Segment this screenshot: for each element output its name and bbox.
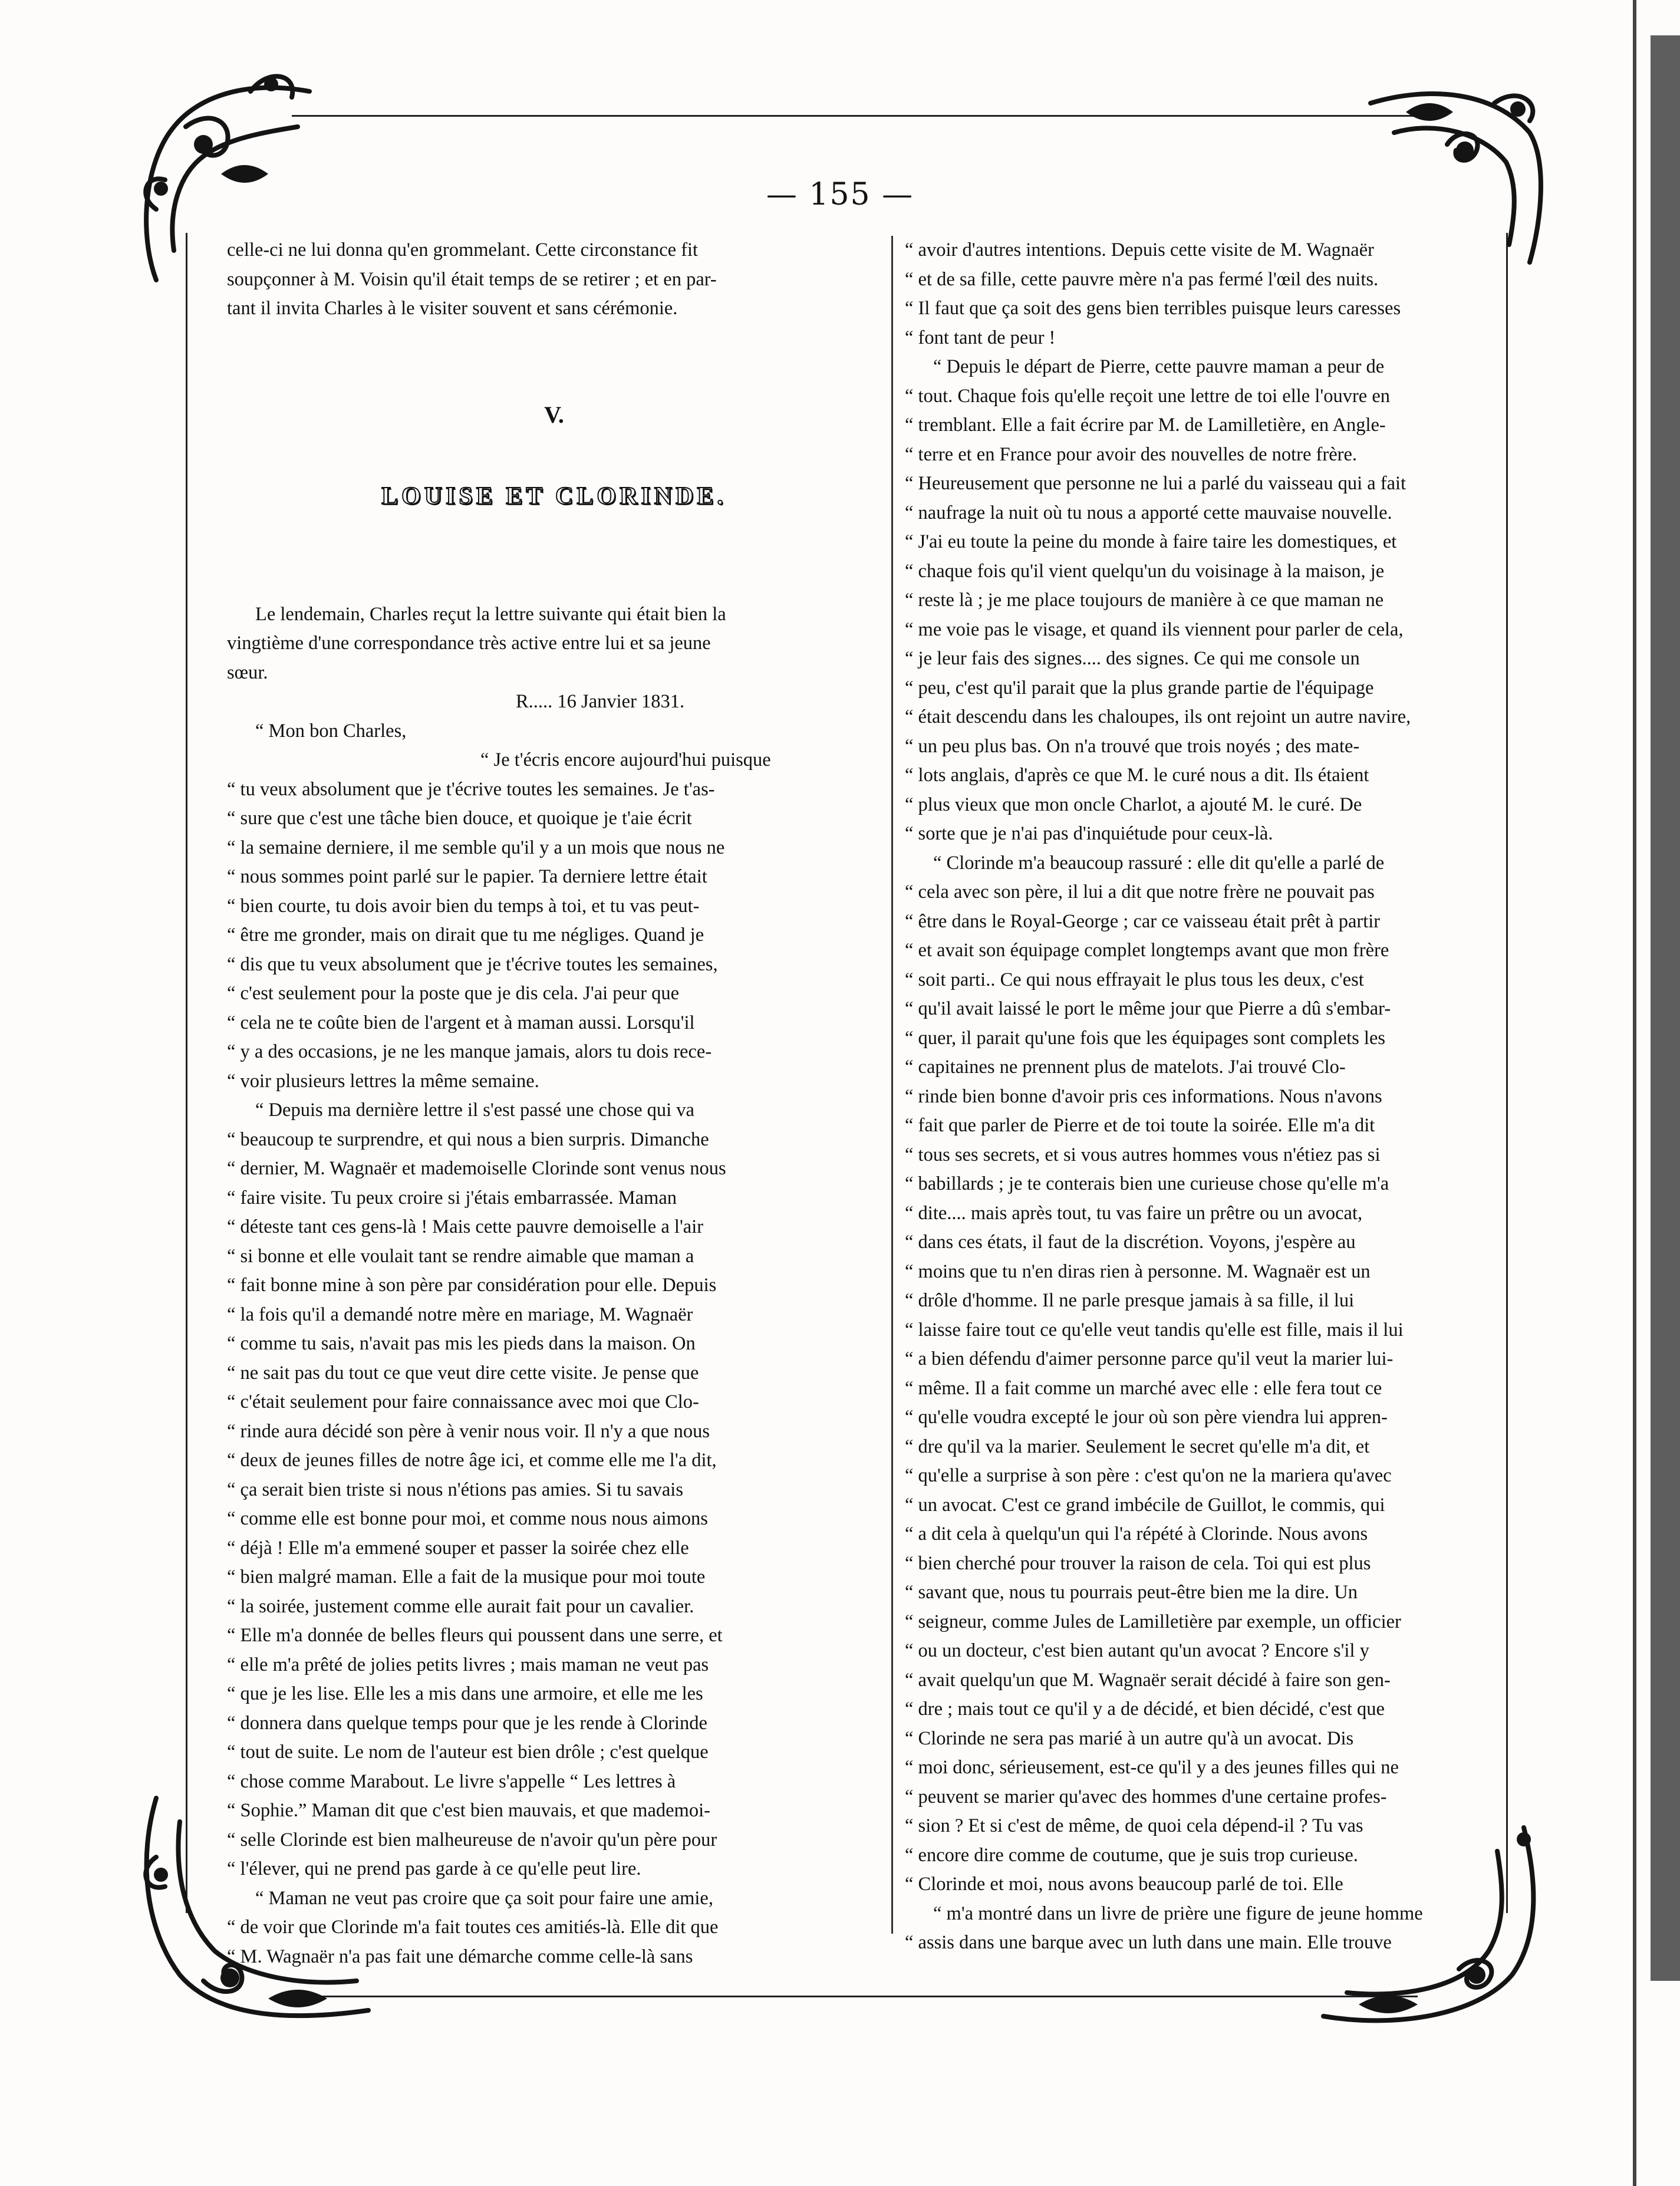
text-line: “ dans ces états, il faut de la discrétion. Voyons, j'espère au — [905, 1232, 1356, 1253]
text-line: “ capitaines ne prennent plus de matelots. J'ai trouvé Clo- — [905, 1056, 1346, 1078]
text-line: sœur. — [227, 661, 268, 683]
text-line: “ ça serait bien triste si nous n'étions pas amies. Si tu savais — [227, 1479, 683, 1500]
text-line: tant il invita Charles à le visiter souvent et sans cérémonie. — [227, 298, 678, 319]
text-line: “ savant que, nous tu pourrais peut-être bien me la dire. Un — [905, 1582, 1358, 1603]
text-line: “ reste là ; je me place toujours de manière à ce que maman ne — [905, 590, 1384, 611]
frame-top-rule — [292, 115, 1418, 117]
text-line: “ dis que tu veux absolument que je t'écrive toutes les semaines, — [227, 953, 718, 975]
page-number: — 155 — — [766, 177, 914, 212]
text-line: Le lendemain, Charles reçut la lettre suivante qui était bien la — [255, 603, 726, 625]
text-line: “ soit parti.. Ce qui nous effrayait le plus tous les deux, c'est — [905, 969, 1364, 990]
text-line: “ chaque fois qu'il vient quelqu'un du voisinage à la maison, je — [905, 560, 1385, 582]
text-line: “ faire visite. Tu peux croire si j'étais embarrassée. Maman — [227, 1187, 677, 1209]
text-line: “ encore dire comme de coutume, que je suis trop curieuse. — [905, 1844, 1358, 1866]
text-line: “ quer, il parait qu'une fois que les équipages sont complets les — [905, 1027, 1386, 1049]
text-line: “ bien cherché pour trouver la raison de cela. Toi qui est plus — [905, 1552, 1371, 1574]
text-line: “ moi donc, sérieusement, est-ce qu'il y a des jeunes filles qui ne — [905, 1757, 1399, 1778]
text-line: “ déjà ! Elle m'a emmené souper et passer la soirée chez elle — [227, 1537, 689, 1559]
text-line: “ Heureusement que personne ne lui a parlé du vaisseau qui a fait — [905, 473, 1406, 494]
text-line: “ moins que tu n'en diras rien à personne. M. Wagnaër est un — [905, 1260, 1371, 1282]
text-line: “ l'élever, qui ne prend pas garde à ce qu'elle peut lire. — [227, 1858, 641, 1879]
text-line: “ donnera dans quelque temps pour que je les rende à Clorinde — [227, 1712, 707, 1734]
text-line: “ Il faut que ça soit des gens bien terribles puisque leurs caresses — [905, 298, 1401, 319]
text-line: “ sure que c'est une tâche bien douce, et quoique je t'aie écrit — [227, 808, 692, 829]
text-line: “ la semaine derniere, il me semble qu'il y a un mois que nous ne — [227, 837, 725, 858]
text-line: “ sorte que je n'ai pas d'inquiétude pour ceux-là. — [905, 823, 1273, 844]
text-line: “ terre et en France pour avoir des nouvelles de notre frère. — [905, 443, 1358, 465]
text-line: “ déteste tant ces gens-là ! Mais cette pauvre demoiselle a l'air — [227, 1216, 704, 1237]
text-line: “ bien courte, tu dois avoir bien du temps à toi, et tu vas peut- — [227, 895, 700, 917]
text-line: “ Maman ne veut pas croire que ça soit pour faire une amie, — [255, 1887, 713, 1909]
text-line: “ et de sa fille, cette pauvre mère n'a pas fermé l'œil des nuits. — [905, 268, 1379, 290]
text-line: “ bien malgré maman. Elle a fait de la musique pour moi toute — [227, 1566, 706, 1588]
text-line: “ assis dans une barque avec un luth dans une main. Elle trouve — [905, 1932, 1392, 1953]
text-line: “ dre ; mais tout ce qu'il y a de décidé, et bien décidé, c'est que — [905, 1698, 1385, 1720]
text-line: “ était descendu dans les chaloupes, ils ont rejoint un autre navire, — [905, 706, 1411, 727]
text-line: “ même. Il a fait comme un marché avec elle : elle fera tout ce — [905, 1377, 1382, 1399]
adjacent-page-bleed — [1651, 35, 1680, 1981]
text-line: “ de voir que Clorinde m'a fait toutes ces amitiés-là. Elle dit que — [227, 1917, 719, 1938]
text-line: “ c'est seulement pour la poste que je dis cela. J'ai peur que — [227, 983, 680, 1004]
chapter-number: V. — [544, 401, 564, 428]
letter-date: R..... 16 Janvier 1831. — [516, 691, 685, 712]
text-line: “ qu'il avait laissé le port le même jour que Pierre a dû s'embar- — [905, 998, 1391, 1019]
text-line: “ c'était seulement pour faire connaissance avec moi que Clo- — [227, 1391, 699, 1413]
text-line: “ plus vieux que mon oncle Charlot, a ajouté M. le curé. De — [905, 794, 1362, 815]
text-line: “ fait bonne mine à son père par considération pour elle. Depuis — [227, 1275, 717, 1296]
text-line: “ deux de jeunes filles de notre âge ici, et comme elle me l'a dit, — [227, 1450, 717, 1471]
text-line: “ peuvent se marier qu'avec des hommes d'une certaine profes- — [905, 1786, 1387, 1808]
text-line: soupçonner à M. Voisin qu'il était temps de se retirer ; et en par- — [227, 268, 717, 290]
column-divider — [891, 236, 893, 1934]
text-line: “ seigneur, comme Jules de Lamilletière par exemple, un officier — [905, 1611, 1401, 1632]
text-line: “ la fois qu'il a demandé notre mère en mariage, M. Wagnaër — [227, 1303, 693, 1325]
text-line: “ drôle d'homme. Il ne parle presque jamais à sa fille, il lui — [905, 1290, 1355, 1311]
adjacent-page-edge — [1633, 0, 1636, 2186]
text-line: celle-ci ne lui donna qu'en grommelant. Cette circonstance fit — [227, 239, 699, 261]
text-line: “ ne sait pas du tout ce que veut dire cette visite. Je pense que — [227, 1362, 699, 1384]
text-line: “ dre qu'il va la marier. Seulement le secret qu'elle m'a dit, et — [905, 1436, 1370, 1457]
text-line: “ m'a montré dans un livre de prière une figure de jeune homme — [933, 1902, 1423, 1924]
text-line: “ elle m'a prêté de jolies petits livres ; mais maman ne veut pas — [227, 1654, 709, 1675]
text-line: “ M. Wagnaër n'a pas fait une démarche comme celle-là sans — [227, 1945, 693, 1967]
text-line: “ chose comme Marabout. Le livre s'appelle “ Les lettres à — [227, 1770, 676, 1792]
text-line: “ la soirée, justement comme elle aurait fait pour un cavalier. — [227, 1595, 694, 1617]
letter-body-right — [905, 236, 1559, 1958]
text-line: “ et avait son équipage complet longtemps avant que mon frère — [905, 940, 1389, 961]
text-line: “ Elle m'a donnée de belles fleurs qui poussent dans une serre, et — [227, 1625, 723, 1646]
text-line: “ voir plusieurs lettres la même semaine. — [227, 1070, 539, 1092]
text-line: “ peu, c'est qu'il parait que la plus grande partie de l'équipage — [905, 677, 1374, 699]
text-line: “ laisse faire tout ce qu'elle veut tandis qu'elle est fille, mais il lui — [905, 1319, 1404, 1341]
text-line: “ dernier, M. Wagnaër et mademoiselle Clorinde sont venus nous — [227, 1158, 726, 1179]
text-line: “ tout. Chaque fois qu'elle reçoit une lettre de toi elle l'ouvre en — [905, 385, 1391, 407]
text-line: “ fait que parler de Pierre et de toi toute la soirée. Elle m'a dit — [905, 1115, 1375, 1136]
right-column — [905, 236, 1559, 1958]
text-line: “ avoir d'autres intentions. Depuis cette visite de M. Wagnaër — [905, 239, 1374, 261]
text-line: “ comme tu sais, n'avait pas mis les pieds dans la maison. On — [227, 1333, 696, 1354]
text-line: “ avait quelqu'un que M. Wagnaër serait décidé à faire son gen- — [905, 1669, 1391, 1691]
text-line: “ rinde bien bonne d'avoir pris ces informations. Nous n'avons — [905, 1085, 1382, 1107]
text-line: “ J'ai eu toute la peine du monde à faire taire les domestiques, et — [905, 531, 1397, 552]
text-line: “ un peu plus bas. On n'a trouvé que trois noyés ; des mate- — [905, 735, 1360, 757]
text-line: “ dite.... mais après tout, tu vas faire un prêtre ou un avocat, — [905, 1202, 1363, 1224]
text-line: “ comme elle est bonne pour moi, et comme nous nous aimons — [227, 1508, 708, 1529]
text-line: “ tous ses secrets, et si vous autres hommes vous n'étiez pas si — [905, 1144, 1381, 1166]
intro-paragraph — [227, 600, 881, 688]
text-line: “ qu'elle a surprise à son père : c'est qu'on ne la mariera qu'avec — [905, 1465, 1392, 1486]
text-line: “ a dit cela à quelqu'un qui l'a répété à Clorinde. Nous avons — [905, 1523, 1368, 1545]
text-line: “ lots anglais, d'après ce que M. le curé nous a dit. Ils étaient — [905, 765, 1369, 786]
text-line: “ tu veux absolument que je t'écrive toutes les semaines. Je t'as- — [227, 778, 715, 800]
text-line: “ naufrage la nuit où tu nous a apporté cette mauvaise nouvelle. — [905, 502, 1392, 524]
text-line: “ font tant de peur ! — [905, 327, 1056, 348]
text-line: “ être dans le Royal-George ; car ce vaisseau était prêt à partir — [905, 910, 1381, 932]
text-line: “ Clorinde et moi, nous avons beaucoup parlé de toi. Elle — [905, 1874, 1343, 1895]
text-line: “ je leur fais des signes.... des signes. Ce qui me console un — [905, 648, 1360, 669]
text-line: “ nous sommes point parlé sur le papier. Ta derniere lettre était — [227, 866, 707, 887]
text-line: vingtième d'une correspondance très active entre lui et sa jeune — [227, 633, 711, 654]
chapter-title: LOUISE ET CLORINDE. — [381, 483, 727, 510]
opening-paragraph — [227, 236, 881, 324]
text-line: “ beaucoup te surprendre, et qui nous a bien surpris. Dimanche — [227, 1128, 709, 1150]
text-line: “ babillards ; je te conterais bien une curieuse chose qu'elle m'a — [905, 1173, 1389, 1194]
frame-bottom-rule — [292, 1996, 1418, 1997]
text-line: “ Sophie.” Maman dit que c'est bien mauvais, et que mademoi- — [227, 1800, 710, 1821]
letter-body-left — [227, 775, 881, 1972]
text-line: “ Depuis le départ de Pierre, cette pauvre maman a peur de — [933, 356, 1385, 377]
text-line: “ me voie pas le visage, et quand ils viennent pour parler de cela, — [905, 618, 1404, 640]
left-column — [227, 236, 881, 1971]
letter-first-line: “ Je t'écris encore aujourd'hui puisque — [480, 749, 771, 771]
text-line: “ être me gronder, mais on dirait que tu me négliges. Quand je — [227, 924, 704, 946]
text-line: “ que je les lise. Elle les a mis dans une armoire, et elle me les — [227, 1683, 703, 1704]
text-line: “ cela ne te coûte bien de l'argent et à maman aussi. Lorsqu'il — [227, 1012, 695, 1033]
text-line: “ tremblant. Elle a fait écrire par M. de Lamilletière, en Angle- — [905, 414, 1386, 436]
text-line: “ qu'elle voudra excepté le jour où son père viendra lui appren- — [905, 1407, 1388, 1428]
text-line: “ ou un docteur, c'est bien autant qu'un avocat ? Encore s'il y — [905, 1640, 1369, 1661]
text-line: “ Depuis ma dernière lettre il s'est passé une chose qui va — [255, 1099, 694, 1121]
text-line: “ cela avec son père, il lui a dit que notre frère ne pouvait pas — [905, 881, 1375, 903]
frame-left-rule — [186, 233, 187, 1913]
letter-salutation: “ Mon bon Charles, — [255, 720, 407, 742]
text-line: “ a bien défendu d'aimer personne parce qu'il veut la marier lui- — [905, 1348, 1394, 1369]
text-line: “ rinde aura décidé son père à venir nous voir. Il n'y a que nous — [227, 1420, 710, 1442]
text-line: “ selle Clorinde est bien malheureuse de n'avoir qu'un père pour — [227, 1829, 717, 1851]
text-line: “ sion ? Et si c'est de même, de quoi cela dépend-il ? Tu vas — [905, 1815, 1363, 1836]
text-line: “ y a des occasions, je ne les manque jamais, alors tu dois rece- — [227, 1041, 712, 1062]
text-line: “ Clorinde ne sera pas marié à un autre qu'à un avocat. Dis — [905, 1727, 1354, 1749]
text-line: “ un avocat. C'est ce grand imbécile de Guillot, le commis, qui — [905, 1494, 1385, 1516]
text-line: “ Clorinde m'a beaucoup rassuré : elle dit qu'elle a parlé de — [933, 852, 1385, 874]
text-line: “ si bonne et elle voulait tant se rendre aimable que maman a — [227, 1245, 694, 1267]
text-line: “ tout de suite. Le nom de l'auteur est bien drôle ; c'est quelque — [227, 1741, 709, 1763]
